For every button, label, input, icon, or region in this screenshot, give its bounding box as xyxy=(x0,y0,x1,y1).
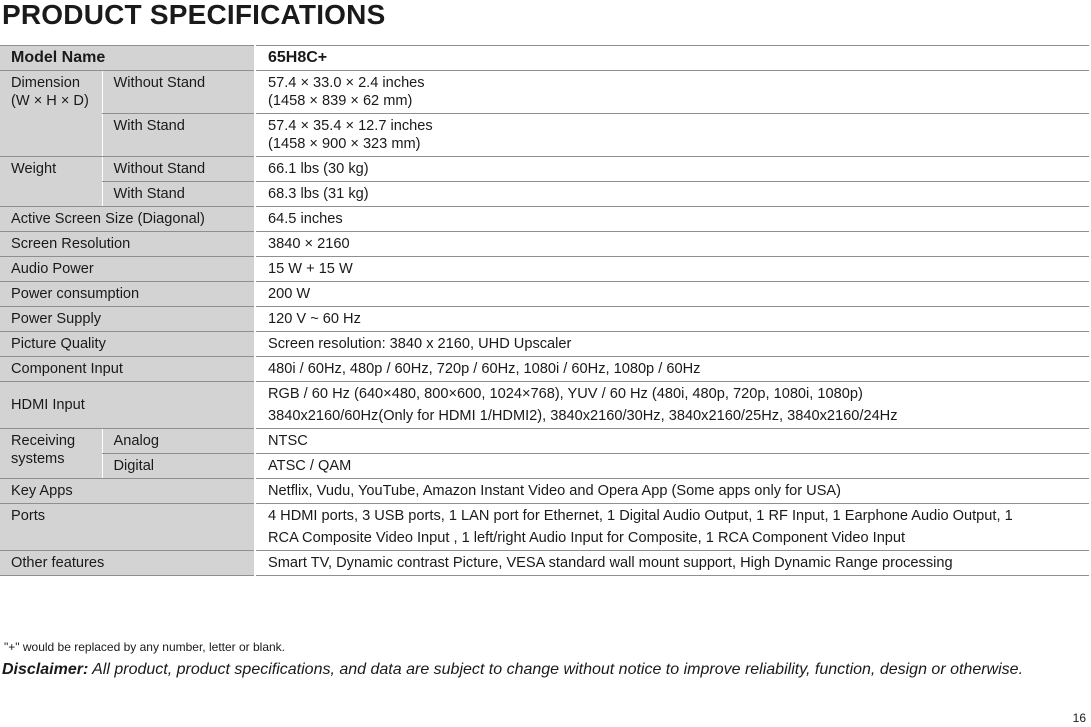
disclaimer xyxy=(2,658,1090,682)
weight-without-value: 66.1 lbs (30 kg) xyxy=(255,157,1089,182)
dimension-with-label: With Stand xyxy=(102,114,255,157)
screen-size-label: Active Screen Size (Diagonal) xyxy=(0,207,255,232)
screen-size-value: 64.5 inches xyxy=(255,207,1089,232)
power-consumption-row xyxy=(0,282,1089,307)
power-supply-row xyxy=(0,307,1089,332)
receiving-digital-value: ATSC / QAM xyxy=(255,454,1089,479)
hdmi-input-line-2: 3840x2160/60Hz(Only for HDMI 1/HDMI2), 3840x2160/30Hz, 3840x2160/25Hz, 3840x2160/24Hz xyxy=(268,408,898,424)
resolution-value: 3840 × 2160 xyxy=(255,232,1089,257)
component-input-value: 480i / 60Hz, 480p / 60Hz, 720p / 60Hz, 1080i / 60Hz, 1080p / 60Hz xyxy=(255,357,1089,382)
model-name-label: Model Name xyxy=(0,46,255,71)
other-features-value: Smart TV, Dynamic contrast Picture, VESA standard wall mount support, High Dynamic Range processing xyxy=(255,551,1089,576)
hdmi-input-line-1: RGB / 60 Hz (640×480, 800×600, 1024×768), YUV / 60 Hz (480i, 480p, 720p, 1080i, 1080p) xyxy=(268,386,863,402)
screen-size-row xyxy=(0,207,1089,232)
disclaimer-text: All product, product specifications, and data are subject to change without notice to improve reliability, function, design or otherwise. xyxy=(92,661,1024,678)
weight-row-without xyxy=(0,157,1089,182)
power-consumption-value: 200 W xyxy=(255,282,1089,307)
key-apps-label: Key Apps xyxy=(0,479,255,504)
model-name-value: 65H8C+ xyxy=(255,46,1089,71)
picture-quality-value: Screen resolution: 3840 x 2160, UHD Upscaler xyxy=(255,332,1089,357)
other-features-row xyxy=(0,551,1089,576)
ports-row xyxy=(0,504,1089,551)
hdmi-input-label: HDMI Input xyxy=(0,382,255,429)
disclaimer-label: Disclaimer: xyxy=(2,661,89,678)
dimension-row-without xyxy=(0,71,1089,114)
hdmi-input-value xyxy=(255,382,1089,429)
component-input-label: Component Input xyxy=(0,357,255,382)
picture-quality-row xyxy=(0,332,1089,357)
key-apps-value: Netflix, Vudu, YouTube, Amazon Instant Video and Opera App (Some apps only for USA) xyxy=(255,479,1089,504)
resolution-row xyxy=(0,232,1089,257)
weight-with-label: With Stand xyxy=(102,182,255,207)
ports-line-2: RCA Composite Video Input , 1 left/right Audio Input for Composite, 1 RCA Component Video Input xyxy=(268,530,906,546)
dimension-without-label: Without Stand xyxy=(102,71,255,114)
dimension-without-inches: 57.4 × 33.0 × 2.4 inches xyxy=(268,75,425,91)
spec-table xyxy=(0,45,1089,576)
audio-power-value: 15 W + 15 W xyxy=(255,257,1089,282)
dimension-row-with xyxy=(0,114,1089,157)
component-input-row xyxy=(0,357,1089,382)
table-header-row xyxy=(0,46,1089,71)
dimension-with-inches: 57.4 × 35.4 × 12.7 inches xyxy=(268,118,433,134)
dimension-without-value xyxy=(255,71,1089,114)
receiving-analog-label: Analog xyxy=(102,429,255,454)
weight-label: Weight xyxy=(0,157,102,207)
dimension-without-mm: (1458 × 839 × 62 mm) xyxy=(268,93,413,109)
weight-with-value: 68.3 lbs (31 kg) xyxy=(255,182,1089,207)
hdmi-input-row xyxy=(0,382,1089,429)
audio-power-label: Audio Power xyxy=(0,257,255,282)
ports-line-1: 4 HDMI ports, 3 USB ports, 1 LAN port for Ethernet, 1 Digital Audio Output, 1 RF Input, 1 Earphone Audio Output, 1 xyxy=(268,508,1013,524)
page-number: 16 xyxy=(1072,711,1086,725)
receiving-analog-value: NTSC xyxy=(255,429,1089,454)
dimension-label: Dimension (W × H × D) xyxy=(0,71,102,157)
dimension-with-value xyxy=(255,114,1089,157)
ports-label: Ports xyxy=(0,504,255,551)
footnote: "+" would be replaced by any number, letter or blank. xyxy=(4,640,286,654)
receiving-digital-label: Digital xyxy=(102,454,255,479)
receiving-systems-label: Receiving systems xyxy=(0,429,102,479)
power-supply-label: Power Supply xyxy=(0,307,255,332)
receiving-row-analog xyxy=(0,429,1089,454)
receiving-row-digital xyxy=(0,454,1089,479)
picture-quality-label: Picture Quality xyxy=(0,332,255,357)
page-title: PRODUCT SPECIFICATIONS xyxy=(2,0,386,30)
other-features-label: Other features xyxy=(0,551,255,576)
power-consumption-label: Power consumption xyxy=(0,282,255,307)
resolution-label: Screen Resolution xyxy=(0,232,255,257)
audio-power-row xyxy=(0,257,1089,282)
weight-row-with xyxy=(0,182,1089,207)
key-apps-row xyxy=(0,479,1089,504)
power-supply-value: 120 V ~ 60 Hz xyxy=(255,307,1089,332)
ports-value xyxy=(255,504,1089,551)
dimension-with-mm: (1458 × 900 × 323 mm) xyxy=(268,136,421,152)
weight-without-label: Without Stand xyxy=(102,157,255,182)
